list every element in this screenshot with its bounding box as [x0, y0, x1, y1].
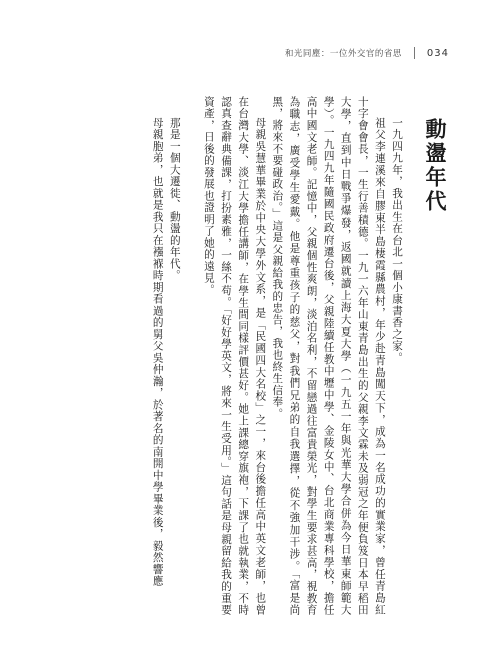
- running-header-title: 和光同塵：一位外交官的省思: [284, 49, 402, 59]
- paragraph-birth: 一九四九年，我出生在台北一個小康書香之家。: [391, 117, 403, 364]
- paragraph-mother: 母親吳慧華畢業於中央大學外文系，是「民國四大名校」之一，來台後擔任高中英文老師，也曾在台灣大學、淡江大學擔任講師，在學生間同樣評價甚好。她上課總穿旗袍，下課了也就執業，不時認真查辭典備課，打扮素雅，一絲不苟。「好好學英文，將來一生受用。」這句話是母親留給我的重要資產，日後的發展也證明了她的遠見。: [202, 96, 267, 616]
- vertical-text-body: [33, 96, 453, 616]
- chapter-title: 動盪年代: [423, 118, 447, 214]
- paragraph-uncle: 母親胞弟，也就是我只在襁褓時期看過的舅父吳仲瀚，於著名的南開中學畢業後，毅然響應: [151, 117, 164, 588]
- paragraph-era: 那是一個大遷徙、動盪的年代。: [168, 117, 181, 282]
- page-number: 034: [426, 47, 449, 59]
- header-divider: [414, 47, 415, 59]
- paragraph-father: 祖父李連溪來自膠東半島棲霞縣農村，年少赴青島闖天下，成為一名成功的實業家，曾任青島紅十字會會長，一生行善積德。一九一六年山東青島出生的父親李文霖未及弱冠之年便負笈日本早稻田大學，直到中日戰爭爆發，返國就讀上海大夏大學（一九五一年與光華大學合併為今日華東師範大學）。一九四九年隨國民政府遷台後，父親陸續任教中壢中學、金陵女中、台北商業專科學校，擔任高中國文老師。記憶中，父親個性爽朗，淡泊名利，不留戀過往富貴榮光，對學生要求甚高，視教育為職志，廣受學生愛戴。他是尊重孩子的慈父，對我們兄弟的自我選擇，從不強加干涉。「富是尚黑，將來不要碰政治。」這是父親給我的忠告，我也終生信奉。: [271, 96, 386, 616]
- running-header: [285, 46, 449, 60]
